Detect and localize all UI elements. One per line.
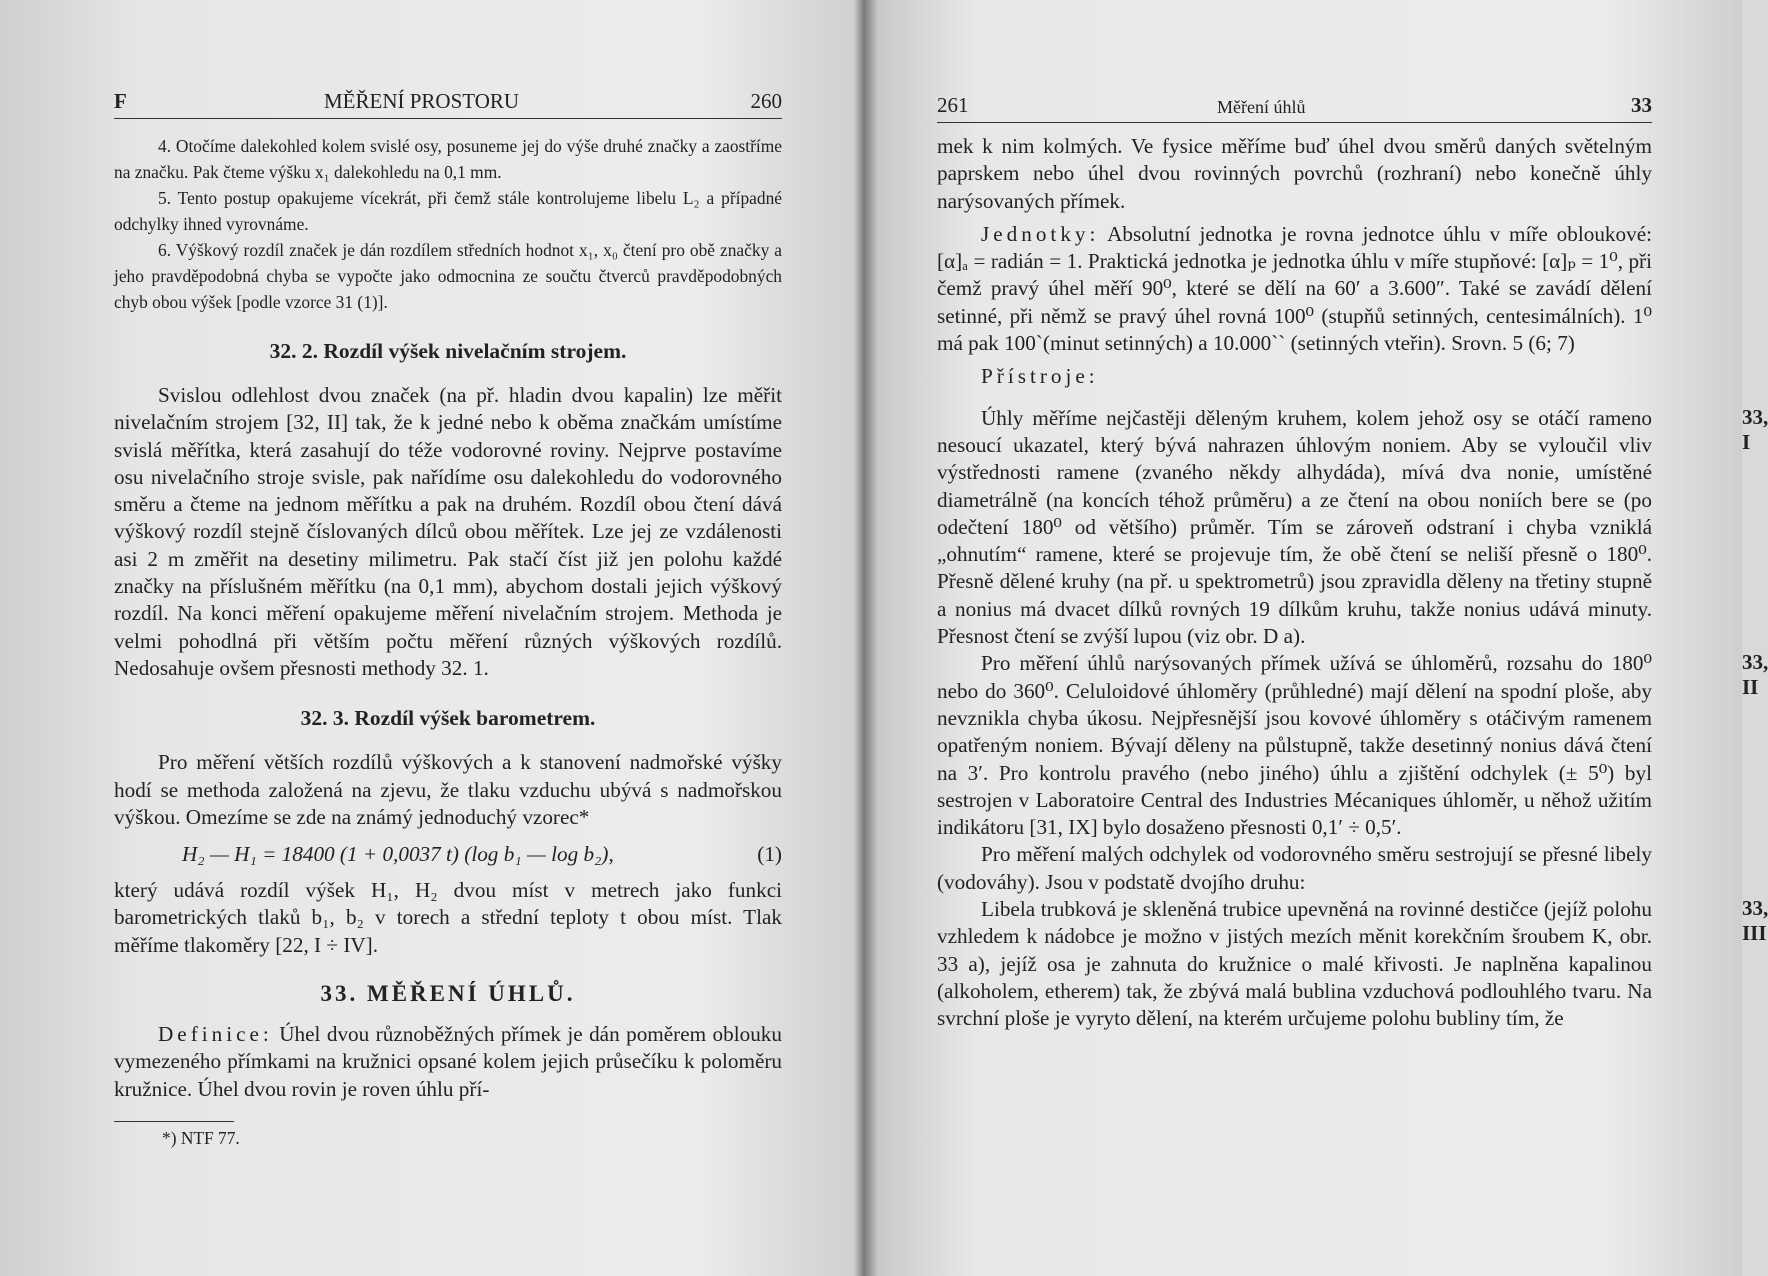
section-number: 33 [1631, 93, 1652, 117]
tube-level-section [937, 896, 1768, 1032]
units-paragraph [937, 221, 1652, 357]
paragraph-32-2: Svislou odlehlost dvou značek (na př. hladin dvou kapalin) lze měřit nivelačním strojem [32, II] tak, že k jedné nebo k oběma značkám umístíme svislá měřítka, která zasahují do téže vodorovné roviny. Nejprve postavíme osu nivelačního stroje svisle, pak nařídíme osu dalekohledu do vodorovného směru a čteme na jednom měřítku a pak na druhém. Rozdíl obou čtení dává výškový rozdíl stejně číslovaných dílců obou měřítek. Lze jej ze vzdálenosti asi 2 m změřit na desetiny milimetru. Pak stačí číst již jen polohu každé značky na příslušném měřítku (na 0,1 mm), abychom dostali jejich výškový rozdíl. Na konci měření opakujeme měření nivelačním strojem. Methoda je velmi pohodlná při větším počtu měření různých výškových rozdílů. Nedosahuje ovšem přesnosti methody 32. 1. [114, 383, 782, 680]
left-header [114, 90, 782, 119]
definition-text: Úhel dvou různoběžných přímek je dán poměrem oblouku vymezeného přímkami na kružnici opsané kolem jejich průsečíku k poloměru kružnice. Úhel dvou rovin je roven úhlu pří- [114, 1022, 782, 1101]
formula-text: H₂ — H₁ = 18400 (1 + 0,0037 t) (log b₁ — log b₂), [182, 842, 614, 867]
margin-ref-33-II: 33, II [1742, 650, 1768, 700]
heading-33: 33. MĚŘENÍ ÚHLŮ. [320, 981, 576, 1007]
running-title: MĚŘENÍ PROSTORU [324, 89, 520, 113]
heading-32-3: 32. 3. Rozdíl výšek barometrem. [300, 706, 596, 731]
definition-paragraph [114, 1021, 782, 1103]
left-page [0, 0, 862, 1276]
page-number: 261 [937, 93, 969, 117]
formula-number: (1) [757, 842, 782, 867]
circle-section [937, 404, 1768, 651]
tube-level-paragraph: Libela trubková je skleněná trubice upevněná na rovinné destičce (jejíž polohu vzhledem k nádobce je možno v jistých mezích měnit korekčním šroubem K, obr. 33 a), jejíž osa je zahnuta do kružnice o malé křivosti. Je naplněna kapalinou (alkoholem, etherem) tak, že zbývá malá bublina vzduchová podlouhlého tvaru. Na svrchní ploše je vyryto dělení, na kterém určujeme polohu bubliny tím, že [937, 897, 1652, 1031]
section-letter: F [114, 89, 127, 113]
protractor-section [937, 650, 1768, 841]
paragraph-32-3b: který udává rozdíl výšek H₁, H₂ dvou míst v metrech jako funkci barometrických tlaků b₁, b₂ v torech a střední teploty t obou míst. Tlak měříme tlakoměry [22, I ÷ IV]. [114, 878, 782, 957]
definition-label: Definice: [158, 1022, 273, 1047]
footnote: *) NTF 77. [162, 1127, 240, 1148]
paragraph-32-3a: Pro měření větších rozdílů výškových a k stanovení nadmořské výšky hodí se methoda založená na zjevu, že tlaku vzduchu ubývá s nadmořskou výškou. Omezíme se zde na známý jednoduchý vzorec* [114, 750, 782, 829]
step-6: 6. Výškový rozdíl značek je dán rozdílem středních hodnot x₁, x₀ čtení pro obě značky a jeho pravděpodobná chyba se vypočte jako odmocnina ze součtu čtverců pravděpodobných chyb obou výšek [podle vzorce 31 (1)]. [114, 240, 782, 312]
footnote-rule [114, 1121, 234, 1122]
units-text: Absolutní jednotka je rovna jednotce úhlu v míře obloukové: [α]ₐ = radián = 1. Praktická jednotka je jednotka úhlu v míře stupňové: [α]ₚ = 1⁰, při čemž pravý úhel měří 90⁰, které se dělí na 60′ a 3.600″. Také se zavádí dělení setinné, při němž se pravý úhel rovná 100⁰ (stupňů setinných, centesimálních). 1⁰ má pak 100`(minut setinných) a 10.000`` (setinných vteřin). Srovn. 5 (6; 7) [937, 221, 1652, 356]
running-title: Měření úhlů [1217, 97, 1306, 117]
protractor-paragraph: Pro měření úhlů narýsovaných přímek užívá se úhloměrů, rozsahu do 180⁰ nebo do 360⁰. Celuloidové úhloměry (průhledné) mají dělení na spodní ploše, aby nevznikla chyba úkosu. Nejpřesnější jsou kovové úhloměry s otáčivým ramenem opatřeným noniem. Bývají děleny na půlstupně, takže desetinný nonius dává čtení na 3′. Pro kontrolu pravého (nebo jiného) úhlu a zjištění odchylek (± 5⁰) byl sestrojen v Laboratoire Central des Industries Mécaniques úhloměr, u něhož užitím indikátoru [31, IX] bylo dosaženo přesnosti 0,1′ ÷ 0,5′. [937, 651, 1652, 840]
circle-paragraph: Úhly měříme nejčastěji děleným kruhem, kolem jehož osy se otáčí rameno nesoucí ukazatel, který bývá nahrazen úhlovým noniem. Aby se vyloučil vliv výstřednosti ramene (zvaného někdy alhydáda), mívá dva nonie, umístěné diametrálně (na koncích téhož průměru) a ze čtení na obou noniích bere se (po odečtení 180⁰ od většího) průměr. Tím se zároveň odstraní i chyba vzniklá „ohnutím“ ramene, které se projevuje tím, že obě čtení se neliší přesně o 180⁰. Přesně dělené kruhy (na př. u spektrometrů) jsou zpravidla děleny na třetiny stupně a nonius má dvacet dílků rovných 19 dílkům kruhu, takže nonius udává minuty. Přesnost čtení se zvýší lupou (viz obr. D a). [937, 405, 1652, 649]
formula [114, 839, 782, 869]
margin-ref-33-III: 33, III [1742, 896, 1768, 946]
instruments-label-text: Přístroje: [981, 364, 1099, 389]
page-number: 260 [750, 89, 782, 113]
paragraph-continued: mek k nim kolmých. Ve fysice měříme buď úhel dvou směrů daných světelným paprskem nebo úhel dvou rovinných povrchů (rozhraní) nebo konečně úhly narýsovaných přímek. [937, 134, 1652, 213]
level-paragraph: Pro měření malých odchylek od vodorovného směru sestrojují se přesné libely (vodováhy). Jsou v podstatě dvojího druhu: [937, 842, 1652, 894]
step-4: 4. Otočíme dalekohled kolem svislé osy, posuneme jej do výše druhé značky a zaostříme na značku. Pak čteme výšku x₁ dalekohledu na 0,1 mm. [114, 136, 782, 182]
step-5: 5. Tento postup opakujeme vícekrát, při čemž stále kontrolujeme libelu L₂ a případné odchylky ihned vyrovnáme. [114, 188, 782, 234]
margin-ref-33-I: 33, I [1742, 404, 1768, 454]
instruments-label [937, 363, 1652, 390]
units-label: Jednotky: [981, 221, 1100, 246]
right-header [937, 94, 1652, 123]
right-page [862, 0, 1768, 1276]
heading-32-2: 32. 2. Rozdíl výšek nivelačním strojem. [269, 339, 627, 363]
